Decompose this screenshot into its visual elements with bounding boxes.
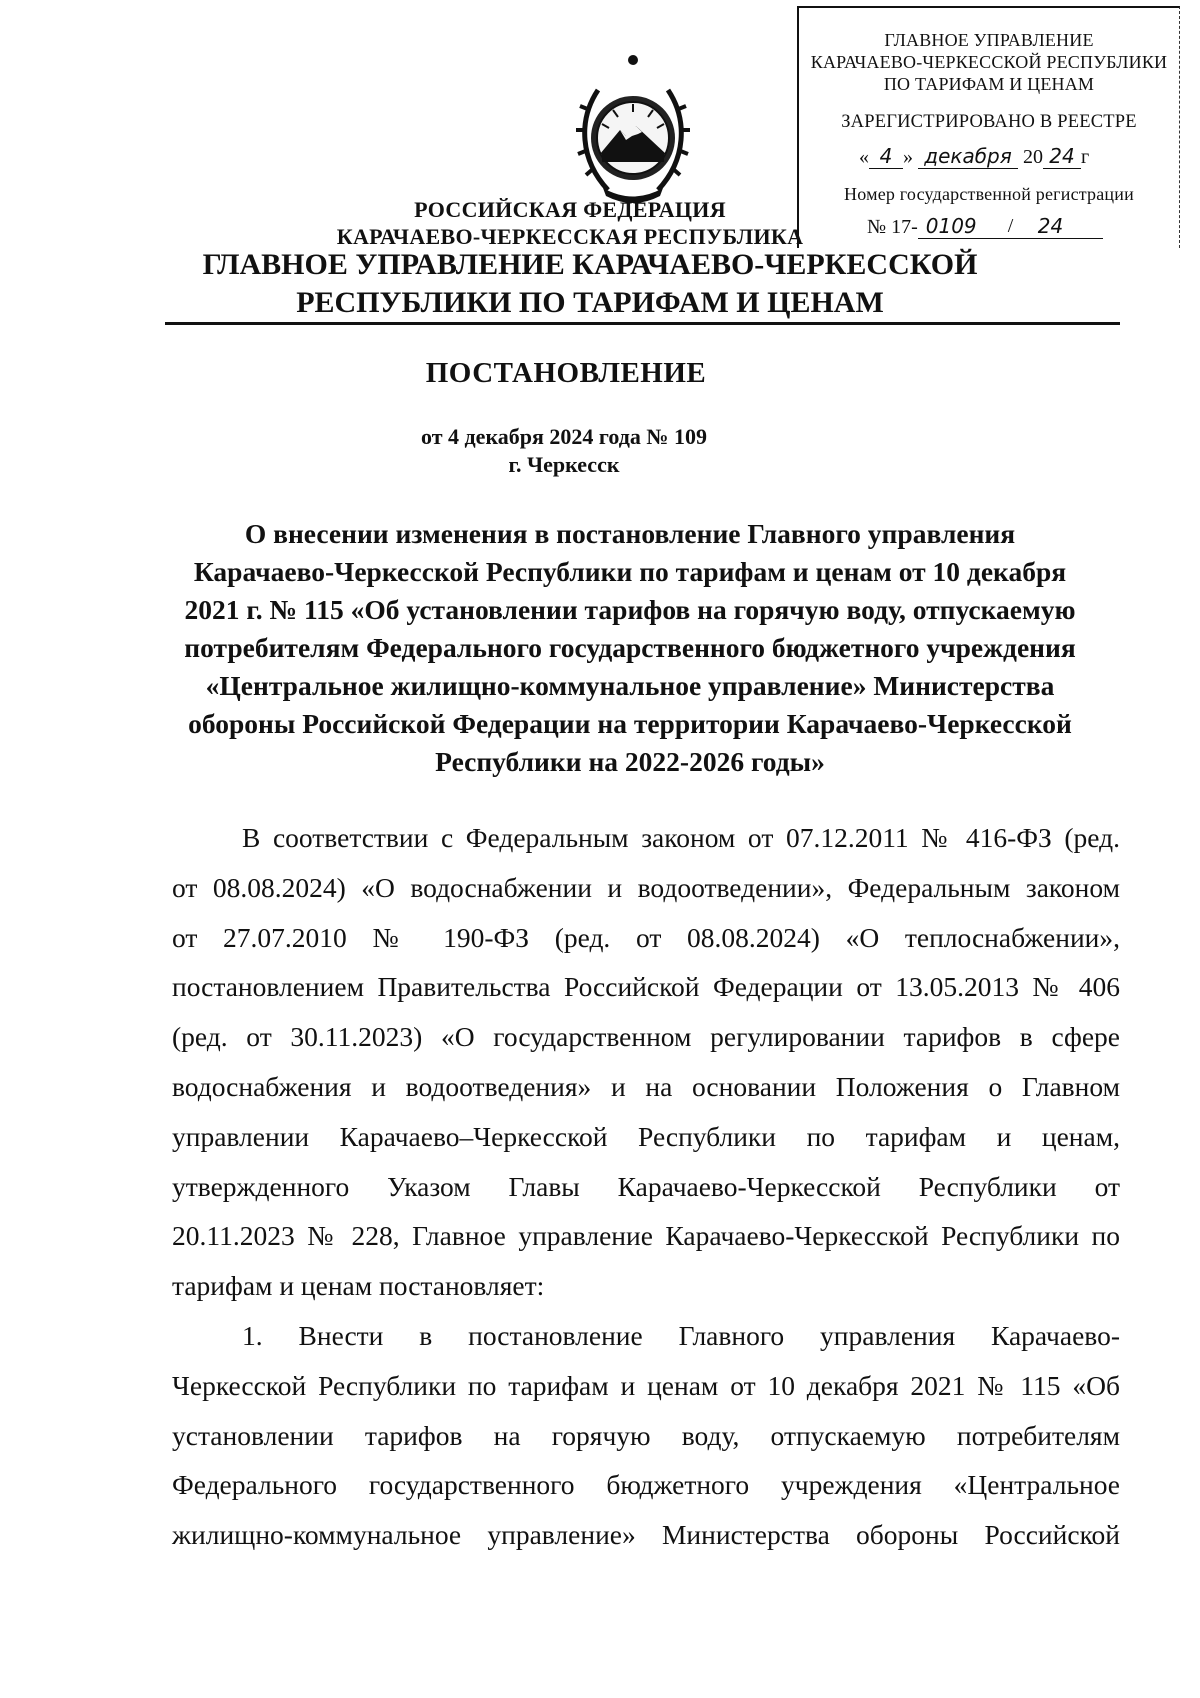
- stamp-date-day: 4: [869, 144, 903, 169]
- body-line: водоснабжения и водоотведения» и на основании Положения о Главном: [172, 1070, 1120, 1102]
- stamp-reg-number: 0109: [925, 214, 977, 238]
- stamp-date-month: декабря: [918, 144, 1018, 169]
- stamp-date-suffix: г: [1081, 146, 1090, 168]
- title-line: Карачаево-Черкесской Республики по тарифам и ценам от 10 декабря: [193, 556, 1067, 587]
- stamp-agency-line-2: КАРАЧАЕВО-ЧЕРКЕССКОЙ РЕСПУБЛИКИ: [810, 52, 1168, 72]
- header-republic: КАРАЧАЕВО-ЧЕРКЕССКАЯ РЕСПУБЛИКА: [336, 224, 804, 249]
- stamp-date-row: [859, 144, 1089, 169]
- body-line: Черкесской Республики по тарифам и ценам от 10 декабря 2021 № 115 «Об: [172, 1369, 1120, 1401]
- document-type: ПОСТАНОВЛЕНИЕ: [425, 357, 707, 389]
- stamp-reg-prefix: № 17-: [867, 216, 918, 238]
- header-divider: [165, 322, 1120, 325]
- body-line: от 27.07.2010 № 190-ФЗ (ред. от 08.08.2024) «О теплоснабжении»,: [172, 921, 1120, 953]
- body-line: управлении Карачаево–Черкесской Республики по тарифам и ценам,: [172, 1120, 1120, 1152]
- title-line: 2021 г. № 115 «Об установлении тарифов на горячую воду, отпускаемую: [184, 594, 1076, 625]
- body-line: установлении тарифов на горячую воду, отпускаемую потребителям: [172, 1419, 1120, 1451]
- stamp-reg-year: 24: [1037, 214, 1064, 238]
- header-country: РОССИЙСКАЯ ФЕДЕРАЦИЯ: [414, 197, 726, 222]
- title-line: Республики на 2022-2026 годы»: [435, 746, 825, 777]
- header-agency-line-2: РЕСПУБЛИКИ ПО ТАРИФАМ И ЦЕНАМ: [296, 286, 884, 319]
- body-line: В соответствии с Федеральным законом от 07.12.2011 № 416-ФЗ (ред.: [242, 822, 1120, 853]
- stamp-date-open-quote: «: [859, 146, 869, 168]
- stamp-reg-number-label: Номер государственной регистрации: [844, 184, 1134, 204]
- body-line: 20.11.2023 № 228, Главное управление Карачаево-Черкесской Республики по: [172, 1220, 1120, 1252]
- stamp-registered-label: ЗАРЕГИСТРИРОВАНО В РЕЕСТРЕ: [841, 112, 1137, 132]
- body-line: утвержденного Указом Главы Карачаево-Черкесской Республики от: [172, 1170, 1120, 1202]
- document-title: [150, 515, 1110, 781]
- body-line: (ред. от 30.11.2023) «О государственном регулировании тарифов в сфере: [172, 1021, 1120, 1053]
- stamp-date-year-prefix: 20: [1023, 146, 1043, 168]
- stamp-date-close-quote: »: [903, 146, 913, 168]
- title-line: «Центральное жилищно-коммунальное управление» Министерства: [205, 670, 1055, 701]
- body-line-item-1: 1. Внести в постановление Главного управления Карачаево-: [242, 1319, 1120, 1351]
- header-agency-line-1: ГЛАВНОЕ УПРАВЛЕНИЕ КАРАЧАЕВО-ЧЕРКЕССКОЙ: [202, 248, 978, 281]
- stamp-agency-line-3: ПО ТАРИФАМ И ЦЕНАМ: [883, 74, 1095, 94]
- title-line: потребителям Федерального государственного бюджетного учреждения: [184, 632, 1076, 663]
- document-city: г. Черкесск: [508, 452, 620, 477]
- stamp-agency-line-1: ГЛАВНОЕ УПРАВЛЕНИЕ: [884, 30, 1094, 50]
- body-line: жилищно-коммунальное управление» Министерства обороны Российской: [172, 1519, 1120, 1551]
- body-line: тарифам и ценам постановляет:: [172, 1270, 545, 1302]
- stamp-date-year: 24: [1043, 144, 1081, 169]
- title-line: О внесении изменения в постановление Главного управления: [244, 518, 1016, 549]
- body-line: Федерального государственного бюджетного учреждения «Центральное: [172, 1469, 1120, 1501]
- body-line: постановлением Правительства Российской Федерации от 13.05.2013 № 406: [172, 971, 1120, 1003]
- body-line: от 08.08.2024) «О водоснабжении и водоотведении», Федеральным законом: [172, 871, 1120, 903]
- coat-of-arms-icon: [568, 50, 698, 210]
- document-date-number: от 4 декабря 2024 года № 109: [421, 424, 707, 449]
- title-line: обороны Российской Федерации на территории Карачаево-Черкесской: [188, 708, 1072, 739]
- stamp-reg-slash: /: [1007, 215, 1014, 237]
- document-body: [172, 813, 1120, 1560]
